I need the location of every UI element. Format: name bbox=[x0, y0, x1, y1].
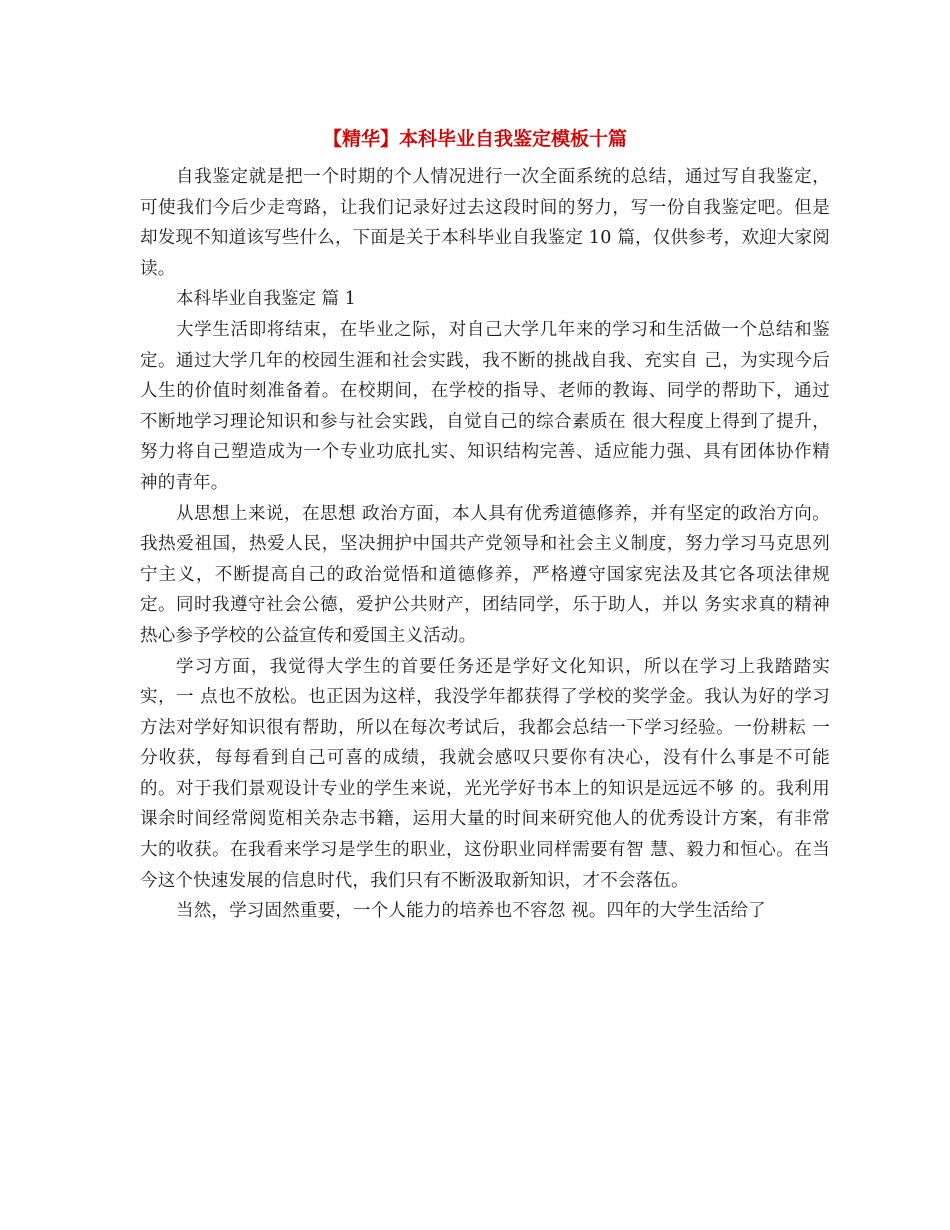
body-paragraph: 当然，学习固然重要，一个人能力的培养也不容忽 视。四年的大学生活给了 bbox=[176, 901, 766, 922]
document-title: 【精华】本科毕业自我鉴定模板十篇 bbox=[322, 128, 627, 150]
document-body bbox=[140, 162, 830, 927]
body-paragraph: 从思想上来说，在思想 政治方面，本人具有优秀道德修养，并有坚定的政治方向。我热爱祖国，热爱人民，坚决拥护中国共产党领导和社会主义制度，努力学习马克思列宁主义，不断提高自己的政治觉悟和道德修养，严格遵守国家宪法及其它各项法律规定。同时我遵守社会公德，爱护公共财产，团结同学，乐于助人，并以 务实求真的精神热心参予学校的公益宣传和爱国主义活动。 bbox=[140, 503, 830, 646]
section-heading: 本科毕业自我鉴定 篇 1 bbox=[176, 289, 356, 310]
body-paragraph: 大学生活即将结束，在毕业之际，对自己大学几年来的学习和生活做一个总结和鉴定。通过大学几年的校园生涯和社会实践，我不断的挑战自我、充实自 己，为实现今后人生的价值时刻准备着。在校期间，在学校的指导、老师的教诲、同学的帮助下，通过不断地学习理论知识和参与社会实践，自觉自己的综合素质在 很大程度上得到了提升，努力将自己塑造成为一个专业功底扎实、知识结构完善、适应能力强、具有团体协作精神的青年。 bbox=[140, 319, 830, 493]
intro-paragraph: 自我鉴定就是把一个时期的个人情况进行一次全面系统的总结，通过写自我鉴定，可使我们今后少走弯路，让我们记录好过去这段时间的努力，写一份自我鉴定吧。但是却发现不知道该写些什么，下面是关于本科毕业自我鉴定 10 篇，仅供参考，欢迎大家阅读。 bbox=[140, 167, 830, 279]
body-paragraph: 学习方面，我觉得大学生的首要任务还是学好文化知识，所以在学习上我踏踏实实，一 点也不放松。也正因为这样，我没学年都获得了学校的奖学金。我认为好的学习方法对学好知识很有帮助，所以在每次考试后，我都会总结一下学习经验。一份耕耘 一分收获，每每看到自己可喜的成绩，我就会感叹只要你有决心，没有什么事是不可能的。对于我们景观设计专业的学生来说，光光学好书本上的知识是远远不够 的。我利用课余时间经常阅览相关杂志书籍，运用大量的时间来研究他人的优秀设计方案，有非常大的收获。在我看来学习是学生的职业，这份职业同样需要有智 慧、毅力和恒心。在当今这个快速发展的信息时代，我们只有不断汲取新知识，才不会落伍。 bbox=[140, 656, 830, 891]
